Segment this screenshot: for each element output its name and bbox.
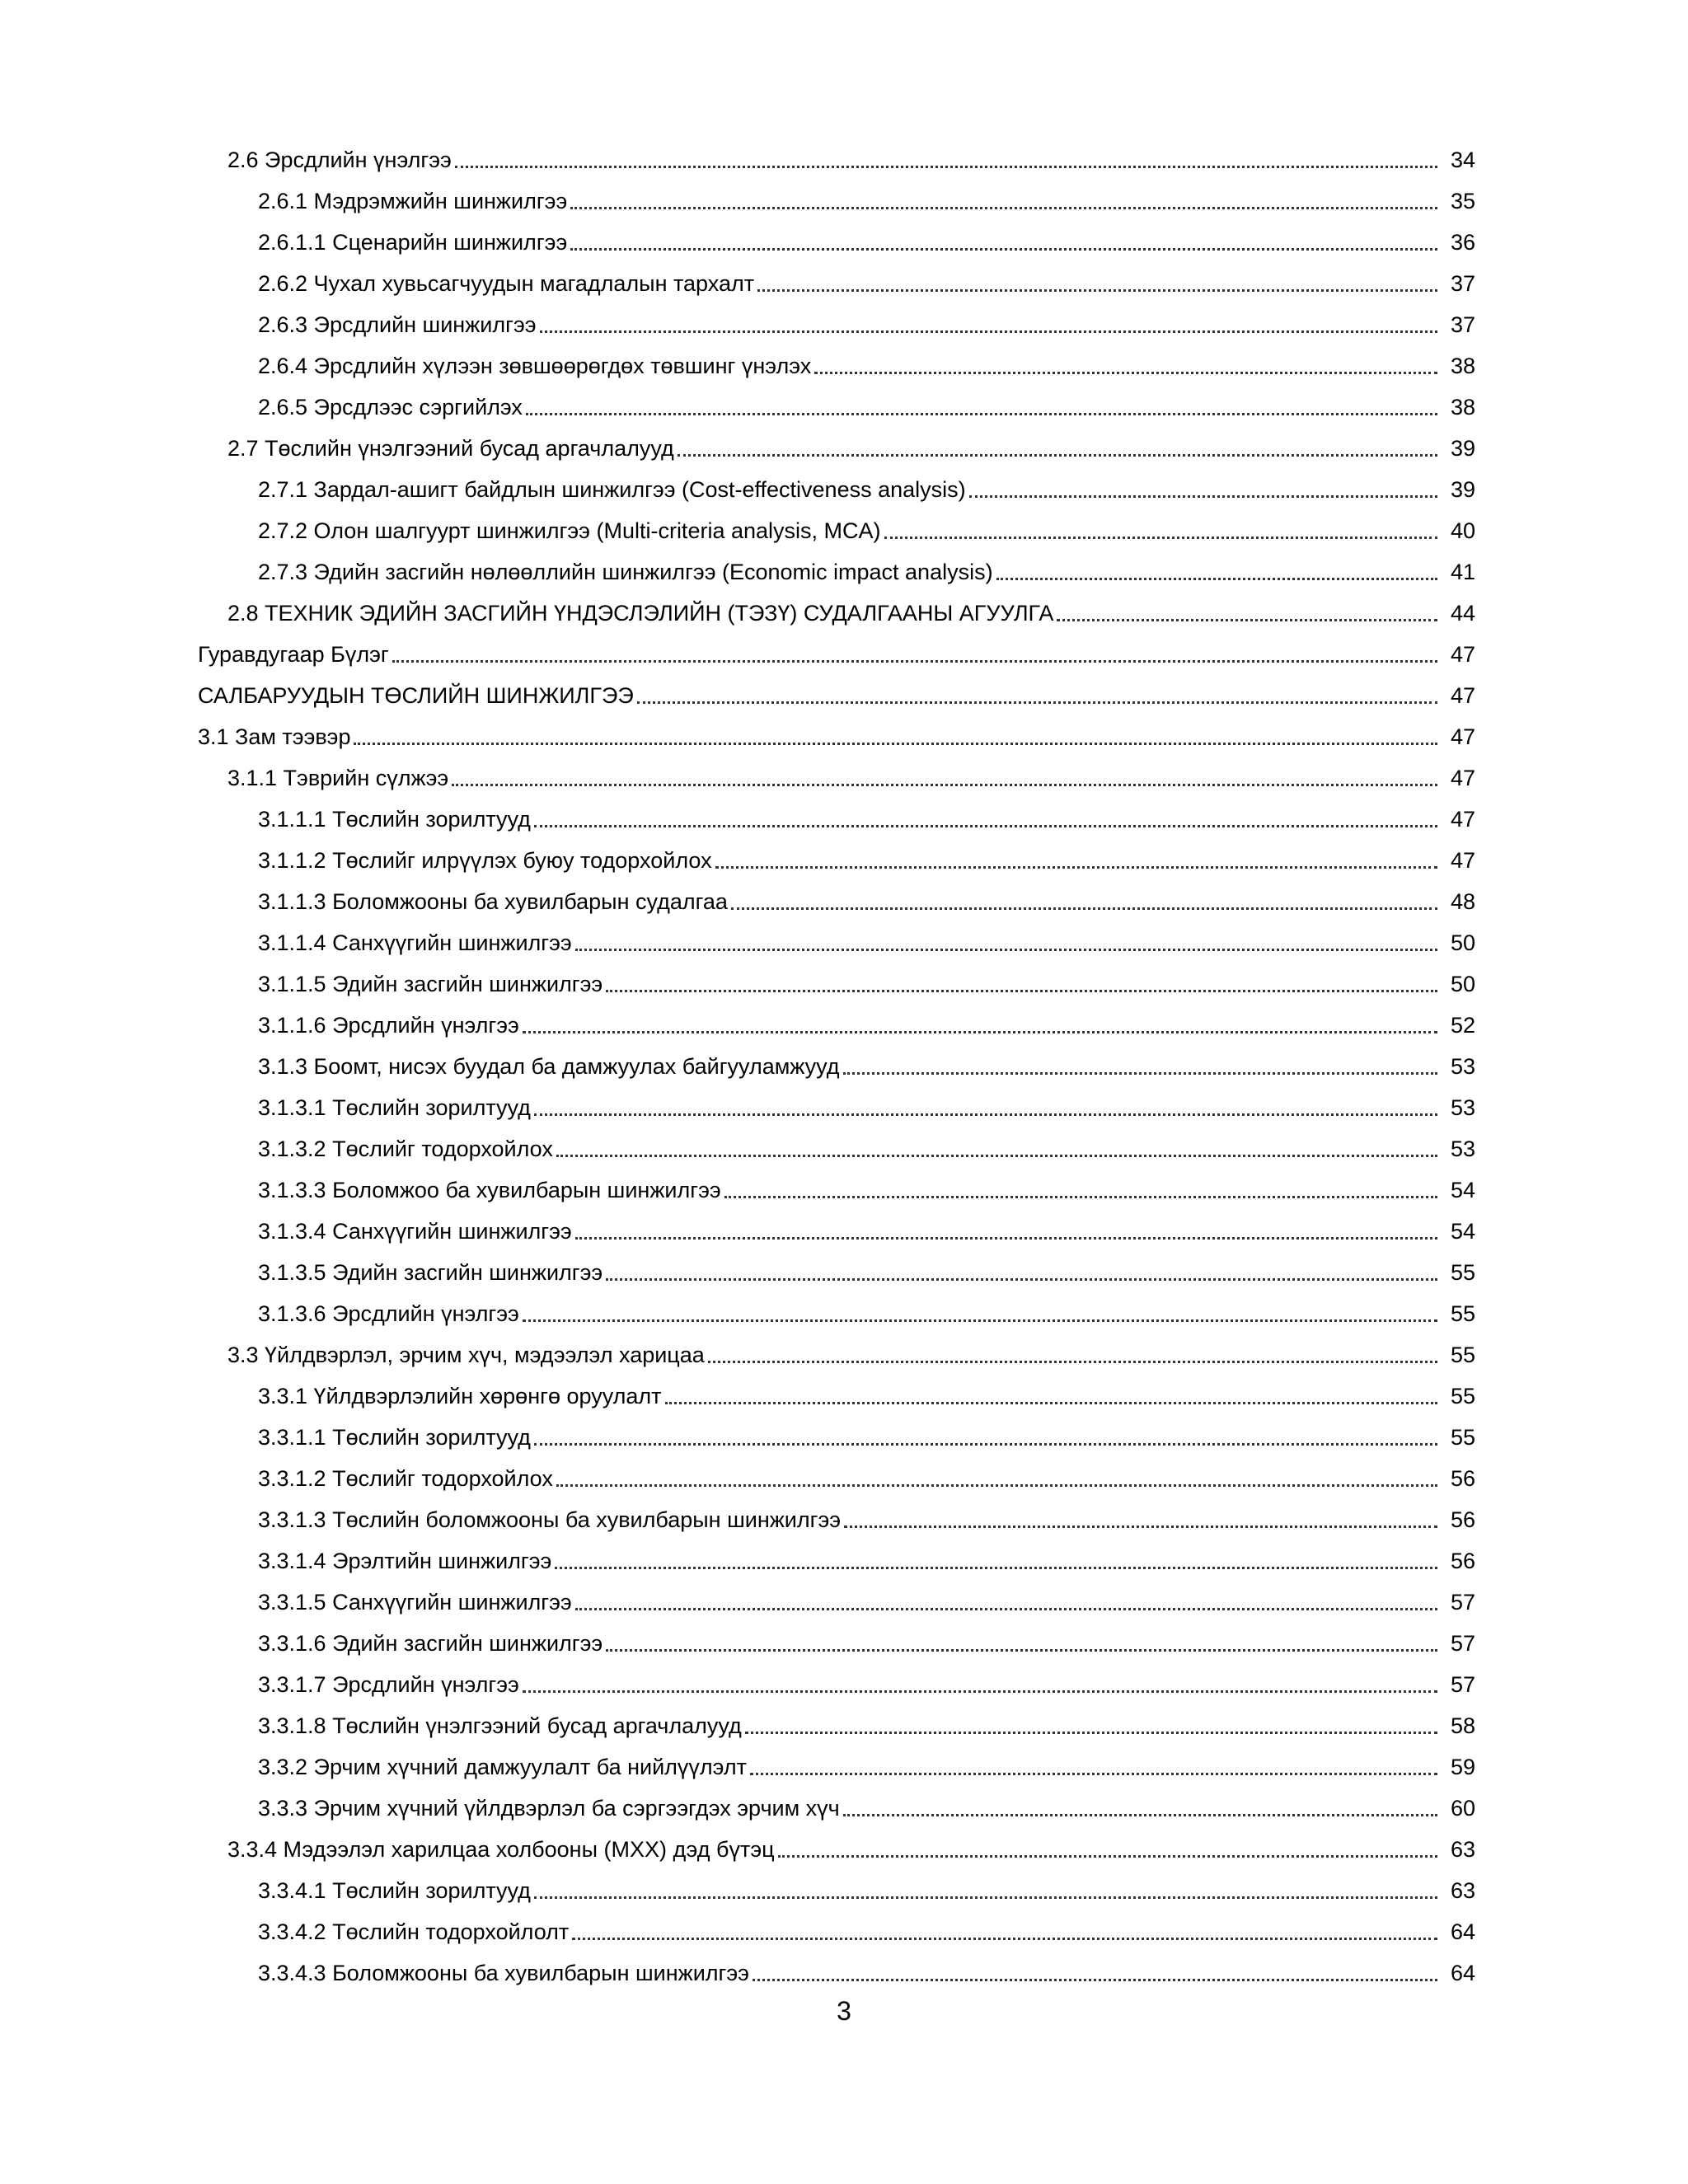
toc-entry[interactable] [198, 1821, 1475, 1863]
dot-leader [750, 1773, 1437, 1775]
toc-entry[interactable] [198, 1162, 1475, 1203]
toc-entry[interactable] [198, 1657, 1475, 1698]
toc-entry-page: 39 [1450, 477, 1475, 502]
toc-entry-page: 47 [1450, 766, 1475, 790]
toc-entry-page: 39 [1450, 436, 1475, 461]
toc-entry-label: 3.1.1.4 Санхүүгийн шинжилгээ [258, 930, 572, 955]
toc-entry[interactable] [198, 832, 1475, 874]
toc-entry-label: 3.3.1.8 Төслийн үнэлгээний бусад аргачлалууд [258, 1713, 742, 1738]
toc-entry-label: 3.3.4.3 Боломжооны ба хувилбарын шинжилгээ [258, 1961, 749, 1985]
toc-entry[interactable] [198, 132, 1475, 173]
dot-leader [572, 1938, 1437, 1940]
toc-entry-page: 34 [1450, 148, 1475, 172]
toc-entry[interactable] [198, 1698, 1475, 1739]
toc-entry[interactable] [198, 668, 1475, 709]
toc-entry-page: 64 [1450, 1961, 1475, 1985]
toc-entry-page: 50 [1450, 972, 1475, 996]
toc-entry-label: 3.1.1 Тэврийн сүлжээ [227, 766, 449, 790]
toc-entry-label: 2.6.3 Эрсдлийн шинжилгээ [258, 312, 537, 337]
toc-entry-page: 37 [1450, 271, 1475, 296]
dot-leader [392, 660, 1437, 663]
dot-leader [724, 1196, 1437, 1198]
toc-entry-label: 3.3.1.1 Төслийн зорилтууд [258, 1425, 531, 1450]
toc-entry-label: 3.3 Үйлдвэрлэл, эрчим хүч, мэдээлэл харицаа [227, 1343, 705, 1367]
toc-entry-label: 3.1.3.6 Эрсдлийн үнэлгээ [258, 1301, 519, 1326]
toc-entry-label: 2.6 Эрсдлийн үнэлгээ [227, 148, 452, 172]
dot-leader [523, 1031, 1437, 1033]
dot-leader [556, 1484, 1437, 1487]
toc-entry-label: 3.3.4.2 Төслийн тодорхойлолт [258, 1919, 570, 1944]
toc-entry-page: 57 [1450, 1631, 1475, 1656]
toc-entry[interactable] [198, 214, 1475, 255]
toc-entry-page: 37 [1450, 312, 1475, 337]
dot-leader [843, 1814, 1437, 1816]
toc-entry[interactable] [198, 709, 1475, 750]
dot-leader [606, 1649, 1437, 1652]
dot-leader [570, 248, 1437, 251]
toc-entry-label: 3.1.1.5 Эдийн засгийн шинжилгээ [258, 972, 603, 996]
toc-entry-label: 2.6.2 Чухал хувьсагчуудын магадлалын тархалт [258, 271, 755, 296]
toc-entry-label: 3.3.1.3 Төслийн боломжооны ба хувилбарын шинжилгээ [258, 1507, 842, 1532]
table-of-contents [198, 132, 1475, 1986]
dot-leader [555, 1567, 1437, 1569]
toc-entry-page: 53 [1450, 1054, 1475, 1079]
toc-entry-label: 2.7.3 Эдийн засгийн нөлөөллийн шинжилгээ (Economic impact analysis) [258, 560, 993, 584]
toc-entry-label: 3.3.1.5 Санхүүгийн шинжилгээ [258, 1590, 572, 1615]
dot-leader [575, 949, 1437, 951]
toc-entry-label: 2.6.1.1 Сценарийн шинжилгээ [258, 230, 568, 255]
toc-entry-label: 3.1.1.6 Эрсдлийн үнэлгээ [258, 1013, 519, 1038]
toc-entry-label: 2.7.1 Зардал-ашигт байдлын шинжилгээ (Cost-effectiveness analysis) [258, 477, 966, 502]
toc-entry-page: 56 [1450, 1549, 1475, 1573]
toc-entry-label: 2.8 ТЕХНИК ЭДИЙН ЗАСГИЙН ҮНДЭСЛЭЛИЙН (ТЭЗҮ) СУДАЛГААНЫ АГУУЛГА [227, 601, 1054, 626]
toc-entry[interactable] [198, 1492, 1475, 1533]
toc-entry-page: 64 [1450, 1919, 1475, 1944]
dot-leader [606, 990, 1437, 992]
toc-entry-label: 3.1.1.1 Төслийн зорилтууд [258, 807, 531, 832]
toc-entry[interactable] [198, 1080, 1475, 1121]
toc-entry[interactable] [198, 1451, 1475, 1492]
toc-entry[interactable] [198, 297, 1475, 338]
toc-entry-page: 57 [1450, 1672, 1475, 1697]
dot-leader [678, 454, 1437, 457]
toc-entry-page: 56 [1450, 1507, 1475, 1532]
dot-leader [745, 1732, 1437, 1734]
dot-leader [884, 537, 1438, 539]
toc-entry[interactable] [198, 1038, 1475, 1080]
toc-entry-page: 54 [1450, 1178, 1475, 1202]
toc-entry[interactable] [198, 874, 1475, 915]
dot-leader [753, 1979, 1437, 1981]
toc-entry-label: 3.3.1.7 Эрсдлийн үнэлгээ [258, 1672, 519, 1697]
toc-entry[interactable] [198, 1409, 1475, 1451]
toc-entry[interactable] [198, 1739, 1475, 1780]
dot-leader [534, 825, 1437, 827]
toc-entry[interactable] [198, 503, 1475, 544]
dot-leader [778, 1855, 1437, 1858]
toc-entry[interactable] [198, 750, 1475, 791]
toc-entry-page: 63 [1450, 1837, 1475, 1862]
toc-entry[interactable] [198, 1244, 1475, 1286]
toc-entry[interactable] [198, 1368, 1475, 1409]
toc-entry-page: 38 [1450, 395, 1475, 419]
dot-leader [526, 413, 1437, 415]
toc-entry[interactable] [198, 1203, 1475, 1244]
toc-entry-label: 3.3.1.6 Эдийн засгийн шинжилгээ [258, 1631, 603, 1656]
dot-leader [757, 289, 1437, 292]
toc-entry[interactable] [198, 956, 1475, 997]
toc-entry-label: 3.1.1.2 Төслийг илрүүлэх буюу тодорхойлох [258, 848, 712, 873]
toc-entry-label: 3.1 Зам тээвэр [198, 724, 351, 749]
toc-entry[interactable] [198, 1904, 1475, 1945]
toc-entry[interactable] [198, 1533, 1475, 1574]
toc-entry-label: 2.7 Төслийн үнэлгээний бусад аргачлалууд [227, 436, 674, 461]
toc-entry-page: 52 [1450, 1013, 1475, 1038]
toc-entry-label: 3.1.3.1 Төслийн зорилтууд [258, 1095, 531, 1120]
dot-leader [534, 1896, 1437, 1899]
toc-entry-page: 55 [1450, 1384, 1475, 1408]
toc-entry-page: 53 [1450, 1137, 1475, 1161]
toc-entry-page: 48 [1450, 889, 1475, 914]
toc-entry-page: 55 [1450, 1343, 1475, 1367]
toc-entry-page: 35 [1450, 189, 1475, 213]
toc-entry-label: 3.1.3.2 Төслийг тодорхойлох [258, 1137, 553, 1161]
toc-entry-page: 57 [1450, 1590, 1475, 1615]
toc-entry-page: 55 [1450, 1425, 1475, 1450]
toc-entry[interactable] [198, 1945, 1475, 1986]
dot-leader [534, 1113, 1437, 1116]
toc-entry-label: 3.3.2 Эрчим хүчний дамжуулалт ба нийлүүлэлт [258, 1755, 747, 1779]
dot-leader [534, 1443, 1437, 1446]
toc-entry[interactable] [198, 379, 1475, 420]
toc-entry-label: 3.3.1.2 Төслийг тодорхойлох [258, 1466, 553, 1491]
dot-leader [523, 1319, 1437, 1322]
page-number: 3 [837, 1996, 851, 2026]
toc-entry-page: 47 [1450, 683, 1475, 708]
dot-leader [665, 1402, 1438, 1404]
toc-entry[interactable] [198, 915, 1475, 956]
dot-leader [455, 166, 1437, 168]
toc-entry-label: 3.1.3.4 Санхүүгийн шинжилгээ [258, 1219, 572, 1244]
dot-leader [844, 1526, 1437, 1528]
toc-entry-label: 3.1.3.3 Боломжоо ба хувилбарын шинжилгээ [258, 1178, 721, 1202]
toc-entry[interactable] [198, 420, 1475, 462]
toc-entry[interactable] [198, 1780, 1475, 1821]
dot-leader [452, 784, 1437, 786]
toc-entry-page: 36 [1450, 230, 1475, 255]
toc-entry-label: 3.3.3 Эрчим хүчний үйлдвэрлэл ба сэргээгдэх эрчим хүч [258, 1796, 840, 1821]
toc-entry-page: 38 [1450, 354, 1475, 378]
dot-leader [637, 701, 1437, 704]
dot-leader [606, 1278, 1437, 1281]
toc-entry[interactable] [198, 791, 1475, 832]
toc-entry-label: 2.7.2 Олон шалгуурт шинжилгээ (Multi-criteria analysis, MCA) [258, 518, 881, 543]
toc-entry-page: 40 [1450, 518, 1475, 543]
toc-entry[interactable] [198, 997, 1475, 1038]
toc-entry-page: 58 [1450, 1713, 1475, 1738]
dot-leader [814, 372, 1437, 374]
dot-leader [1057, 619, 1437, 621]
toc-entry-label: 3.1.3.5 Эдийн засгийн шинжилгээ [258, 1260, 603, 1285]
toc-entry[interactable] [198, 173, 1475, 214]
toc-entry-page: 44 [1450, 601, 1475, 626]
toc-entry[interactable] [198, 1121, 1475, 1162]
toc-entry-label: Гуравдугаар Бүлэг [198, 642, 389, 667]
toc-entry-label: 3.3.4 Мэдээлэл харилцаа холбооны (МХХ) дэд бүтэц [227, 1837, 775, 1862]
toc-entry-page: 60 [1450, 1796, 1475, 1821]
toc-entry-page: 41 [1450, 560, 1475, 584]
toc-entry-page: 47 [1450, 642, 1475, 667]
toc-entry[interactable] [198, 544, 1475, 585]
toc-entry-page: 50 [1450, 930, 1475, 955]
dot-leader [354, 743, 1437, 745]
toc-entry-page: 55 [1450, 1260, 1475, 1285]
toc-entry-label: САЛБАРУУДЫН ТӨСЛИЙН ШИНЖИЛГЭЭ [198, 683, 634, 708]
toc-entry[interactable] [198, 1863, 1475, 1904]
toc-entry-page: 55 [1450, 1301, 1475, 1326]
toc-entry[interactable] [198, 1286, 1475, 1327]
dot-leader [708, 1361, 1437, 1363]
dot-leader [843, 1072, 1437, 1075]
toc-entry[interactable] [198, 626, 1475, 668]
toc-entry-label: 3.3.1 Үйлдвэрлэлийн хөрөнгө оруулалт [258, 1384, 662, 1408]
toc-entry-page: 59 [1450, 1755, 1475, 1779]
toc-entry-page: 47 [1450, 807, 1475, 832]
toc-entry-label: 2.6.1 Мэдрэмжийн шинжилгээ [258, 189, 568, 213]
toc-entry[interactable] [198, 462, 1475, 503]
dot-leader [540, 330, 1437, 333]
dot-leader [731, 907, 1437, 910]
toc-entry[interactable] [198, 1327, 1475, 1368]
toc-entry-label: 3.3.4.1 Төслийн зорилтууд [258, 1878, 531, 1903]
toc-entry[interactable] [198, 1615, 1475, 1657]
toc-entry-page: 63 [1450, 1878, 1475, 1903]
dot-leader [570, 207, 1437, 209]
toc-entry-page: 53 [1450, 1095, 1475, 1120]
dot-leader [556, 1155, 1437, 1157]
toc-entry[interactable] [198, 338, 1475, 379]
dot-leader [523, 1690, 1437, 1693]
toc-entry-page: 47 [1450, 848, 1475, 873]
toc-entry-label: 3.1.1.3 Боломжооны ба хувилбарын судалгаа [258, 889, 728, 914]
toc-entry[interactable] [198, 255, 1475, 297]
dot-leader [575, 1237, 1437, 1240]
toc-entry-label: 3.3.1.4 Эрэлтийн шинжилгээ [258, 1549, 552, 1573]
toc-entry-label: 2.6.5 Эрсдлээс сэргийлэх [258, 395, 523, 419]
toc-entry-label: 2.6.4 Эрсдлийн хүлээн зөвшөөрөгдөх төвшинг үнэлэх [258, 354, 812, 378]
dot-leader [996, 578, 1437, 580]
toc-entry[interactable] [198, 585, 1475, 626]
toc-entry-page: 47 [1450, 724, 1475, 749]
dot-leader [575, 1608, 1437, 1610]
toc-entry-page: 54 [1450, 1219, 1475, 1244]
dot-leader [715, 866, 1437, 869]
toc-entry-page: 56 [1450, 1466, 1475, 1491]
toc-entry-label: 3.1.3 Боомт, нисэх буудал ба дамжуулах байгууламжууд [258, 1054, 840, 1079]
toc-entry[interactable] [198, 1574, 1475, 1615]
dot-leader [969, 495, 1437, 498]
